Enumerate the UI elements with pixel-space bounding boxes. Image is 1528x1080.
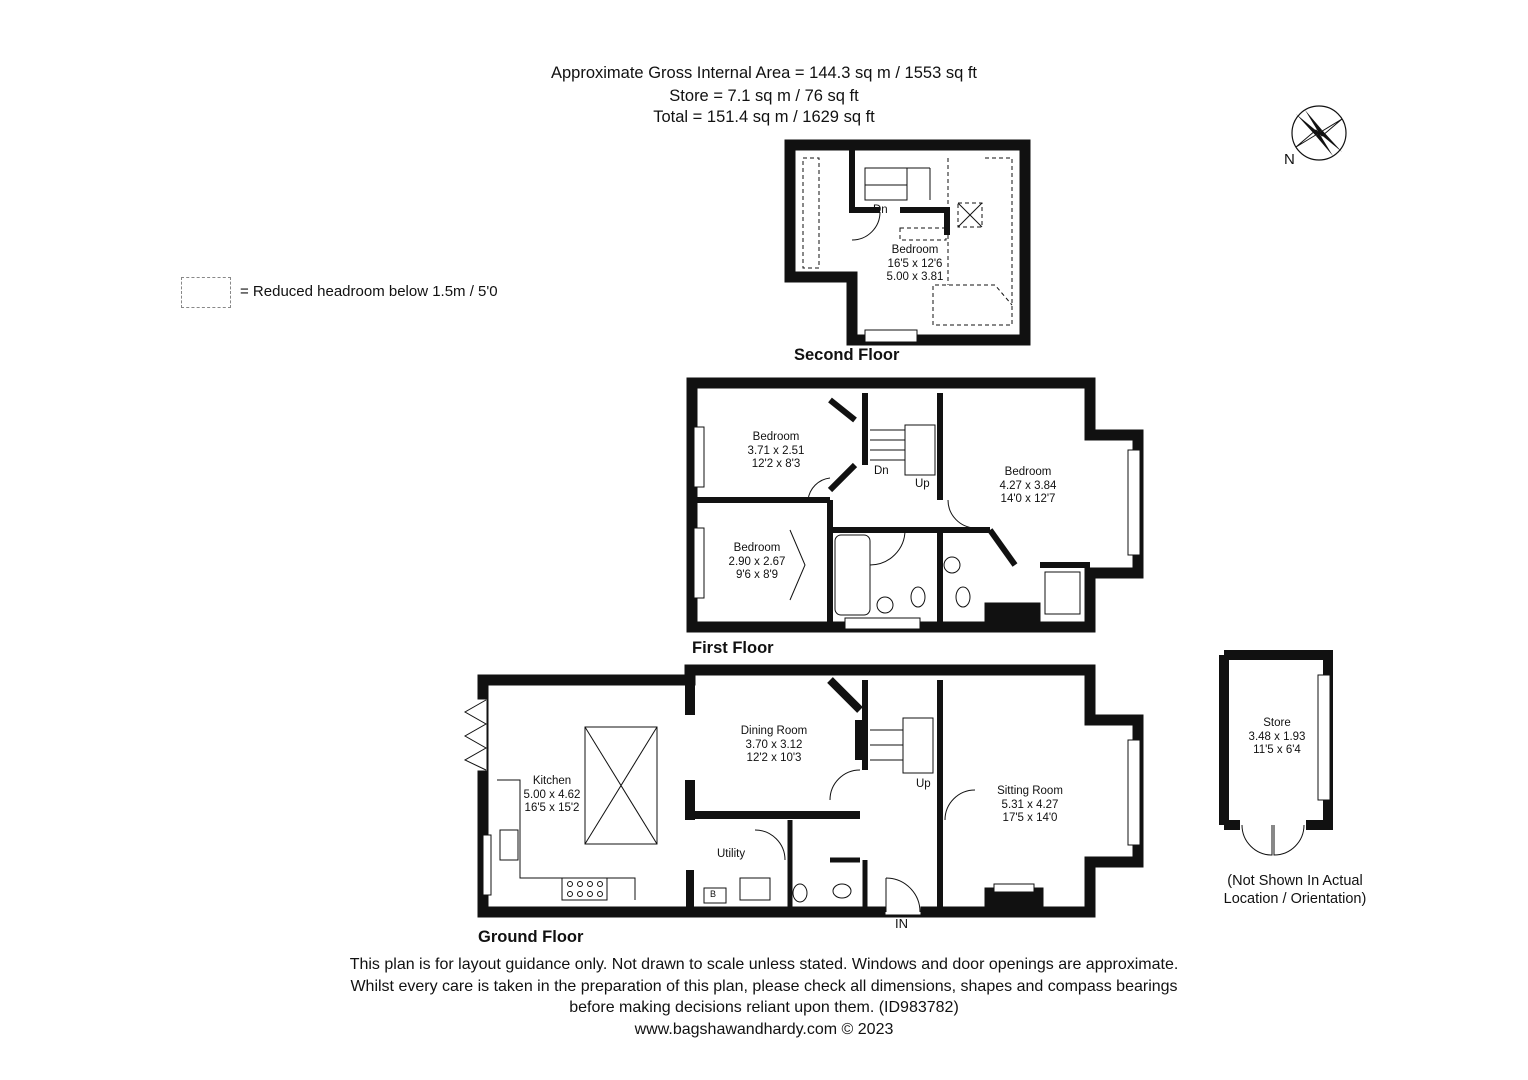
store-note-line-1: (Not Shown In Actual <box>1227 873 1363 889</box>
room-name: Store <box>1263 717 1291 729</box>
first-floor-dn-label: Dn <box>874 465 889 477</box>
boiler-label: B <box>710 889 717 899</box>
room-size-imperial: 14'0 x 12'7 <box>1000 493 1056 505</box>
room-name: Bedroom <box>891 244 939 256</box>
room-size-imperial: 16'5 x 15'2 <box>524 802 580 814</box>
second-floor-title: Second Floor <box>794 346 900 364</box>
ground-floor-title: Ground Floor <box>478 928 584 946</box>
room-name: Bedroom <box>733 542 781 554</box>
room-size-metric: 3.71 x 2.51 <box>747 444 805 457</box>
disclaimer-line-1: This plan is for layout guidance only. Not drawn to scale unless stated. Windows and door openings are approximate. <box>349 956 1179 973</box>
room-size-metric: 3.70 x 3.12 <box>745 738 803 751</box>
utility-label: Utility <box>717 848 746 860</box>
second-floor-dn-label: Dn <box>873 204 888 216</box>
compass-icon <box>1292 106 1346 160</box>
room-size-imperial: 12'2 x 8'3 <box>751 458 801 470</box>
legend-text: = Reduced headroom below 1.5m / 5'0 <box>240 283 498 300</box>
room-size-metric: 3.48 x 1.93 <box>1248 730 1306 743</box>
room-size-imperial: 9'6 x 8'9 <box>735 569 779 581</box>
compass-north-label: N <box>1284 151 1295 168</box>
room-name: Dining Room <box>740 725 808 737</box>
first-floor-title: First Floor <box>692 639 774 657</box>
room-size-imperial: 11'5 x 6'4 <box>1253 744 1301 756</box>
website-copyright: www.bagshawandhardy.com © 2023 <box>634 1021 894 1038</box>
room-name: Sitting Room <box>997 785 1063 797</box>
sitting-room-label <box>985 785 1075 826</box>
ground-floor-up-label: Up <box>916 778 931 790</box>
store-area-text: Store = 7.1 sq m / 76 sq ft <box>669 87 859 105</box>
disclaimer-line-3: before making decisions reliant upon them. (ID983782) <box>569 999 959 1016</box>
room-size-imperial: 16'5 x 12'6 <box>887 257 943 270</box>
store-location-note <box>1210 872 1380 908</box>
room-size-metric: 5.00 x 3.81 <box>886 271 944 283</box>
dining-room-label <box>729 725 819 766</box>
reduced-headroom-legend-swatch <box>181 277 231 308</box>
room-size-imperial: 17'5 x 14'0 <box>1002 812 1058 824</box>
gross-area-text: Approximate Gross Internal Area = 144.3 sq m / 1553 sq ft <box>550 64 978 82</box>
room-name: Bedroom <box>752 431 800 443</box>
first-floor-bedroom-2-label <box>712 542 802 583</box>
room-name: Kitchen <box>532 775 572 787</box>
entrance-label: IN <box>895 916 908 931</box>
room-name: Bedroom <box>1004 466 1052 478</box>
second-floor-bedroom-label <box>870 244 960 285</box>
total-area-text: Total = 151.4 sq m / 1629 sq ft <box>653 108 875 126</box>
disclaimer-line-2: Whilst every care is taken in the preparation of this plan, please check all dimensions, shapes and compass bearings <box>350 978 1178 995</box>
first-floor-up-label: Up <box>915 478 930 490</box>
first-floor-bedroom-3-label <box>983 466 1073 507</box>
room-size-metric: 2.90 x 2.67 <box>728 555 786 568</box>
room-size-metric: 5.31 x 4.27 <box>1001 798 1059 811</box>
store-note-line-2: Location / Orientation) <box>1223 891 1367 907</box>
room-size-metric: 4.27 x 3.84 <box>999 479 1057 492</box>
kitchen-label <box>507 775 597 816</box>
room-size-imperial: 12'2 x 10'3 <box>746 752 802 764</box>
store-label <box>1232 717 1322 758</box>
first-floor-bedroom-1-label <box>731 431 821 472</box>
room-size-metric: 5.00 x 4.62 <box>523 788 581 801</box>
